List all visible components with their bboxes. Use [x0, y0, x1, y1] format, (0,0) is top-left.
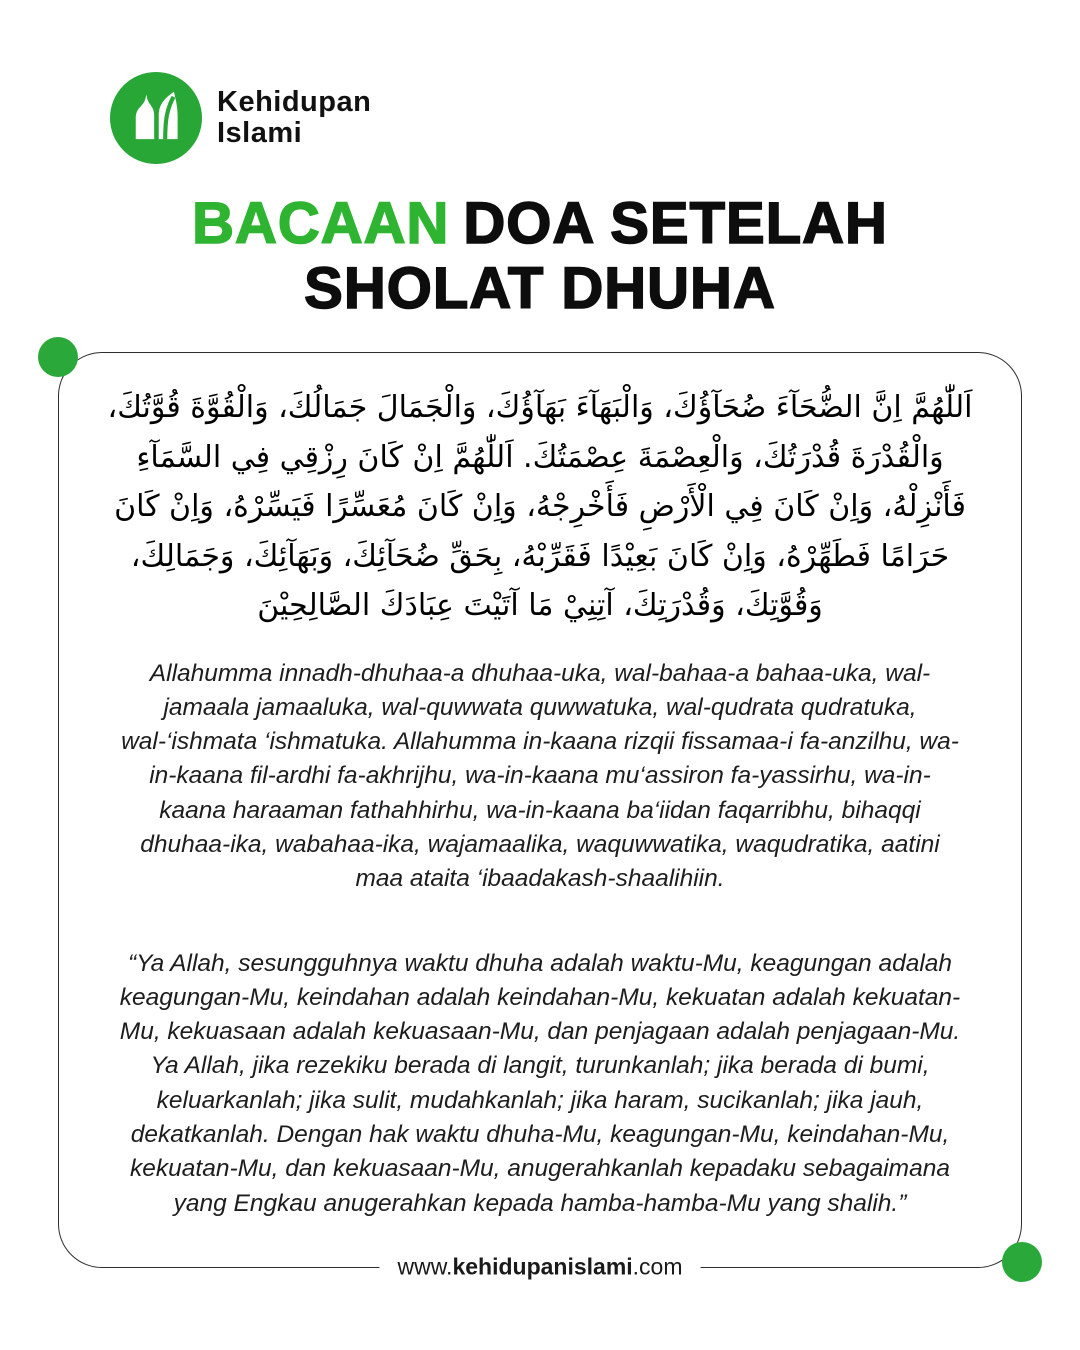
prayer-card-content: [59, 353, 1021, 1221]
prayer-card: [58, 352, 1022, 1280]
mosque-icon: [110, 72, 202, 164]
transliteration-text: Allahumma innadh-dhuhaa-a dhuhaa-uka, wal-bahaa-a bahaa-uka, wal-jamaala jamaaluka, wal-quwwata quwwatuka, wal-qudrata qudratuka, wal-‘ishmata ‘ishmatuka. Allahumma in-kaana rizqii fissamaa-i fa-anzilhu, wa-in-kaana fil-ardhi fa-akhrijhu, wa-in-kaana mu‘assiron fa-yassirhu, wa-in-kaana haraaman fathahhirhu, wa-in-kaana ba‘iidan faqarribhu, bihaqqi dhuhaa-ika, wabahaa-ika, wajamaalika, waquwwatika, waqudratika, aatini maa ataita ‘ibaadakash-shaalihiin.: [121, 659, 959, 893]
page-title-line1: [0, 192, 1080, 257]
arabic-prayer-text: اَللّٰهُمَّ اِنَّ الضُّحَآءَ ضُحَآؤُكَ، وَالْبَهَآءَ بَهَآؤُكَ، وَالْجَمَالَ جَمَالُكَ، وَالْقُوَّةَ قُوَّتُكَ، وَالْقُدْرَةَ قُدْرَتُكَ، وَالْعِصْمَةَ عِصْمَتُكَ. اَللّٰهُمَّ اِنْ كَانَ رِزْقِي فِي السَّمَآءِ فَأَنْزِلْهُ، وَاِنْ كَانَ فِي الْأَرْضِ فَأَخْرِجْهُ، وَاِنْ كَانَ مُعَسِّرًا فَيَسِّرْهُ، وَاِنْ كَانَ حَرَامًا فَطَهِّرْهُ، وَاِنْ كَانَ بَعِيْدًا فَقَرِّبْهُ، بِحَقِّ ضُحَآئِكَ، وَبَهَآئِكَ، وَجَمَالِكَ، وَقُوَّتِكَ، وَقُدْرَتِكَ، آتِنِيْ مَا آتَيْتَ عِبَادَكَ الصَّالِحِيْنَ: [107, 390, 973, 623]
website-url: [379, 1252, 700, 1283]
url-prefix: www.: [397, 1253, 453, 1280]
accent-dot-bottom-right: [1002, 1242, 1042, 1282]
brand-name-line2: Islami: [217, 117, 303, 149]
translation-text: “Ya Allah, sesungguhnya waktu dhuha adalah waktu-Mu, keagungan adalah keagungan-Mu, keindahan adalah keindahan-Mu, kekuatan adalah kekuatan-Mu, kekuasaan adalah kekuasaan-Mu, dan penjagaan adalah penjagaan-Mu. Ya Allah, jika rezekiku berada di langit, turunkanlah; jika berada di bumi, keluarkanlah; jika sulit, mudahkanlah; jika haram, sucikanlah; jika jauh, dekatkanlah. Dengan hak waktu dhuha-Mu, keagungan-Mu, keindahan-Mu, kekuatan-Mu, dan kekuasaan-Mu, anugerahkanlah kepadaku sebagaimana yang Engkau anugerahkan kepada hamba-hamba-Mu yang shalih.”: [119, 949, 961, 1217]
brand-name: [217, 87, 371, 150]
page-title-rest: DOA SETELAH: [463, 191, 888, 256]
url-domain: kehidupanislami: [452, 1253, 633, 1280]
page-title: [0, 192, 1080, 322]
page-title-highlight: BACAAN: [192, 191, 450, 256]
page-title-line2: SHOLAT DHUHA: [304, 255, 776, 321]
brand-name-line1: Kehidupan: [217, 85, 372, 118]
brand-logo: [110, 72, 371, 164]
accent-dot-top-left: [38, 337, 78, 377]
url-suffix: .com: [632, 1253, 683, 1280]
